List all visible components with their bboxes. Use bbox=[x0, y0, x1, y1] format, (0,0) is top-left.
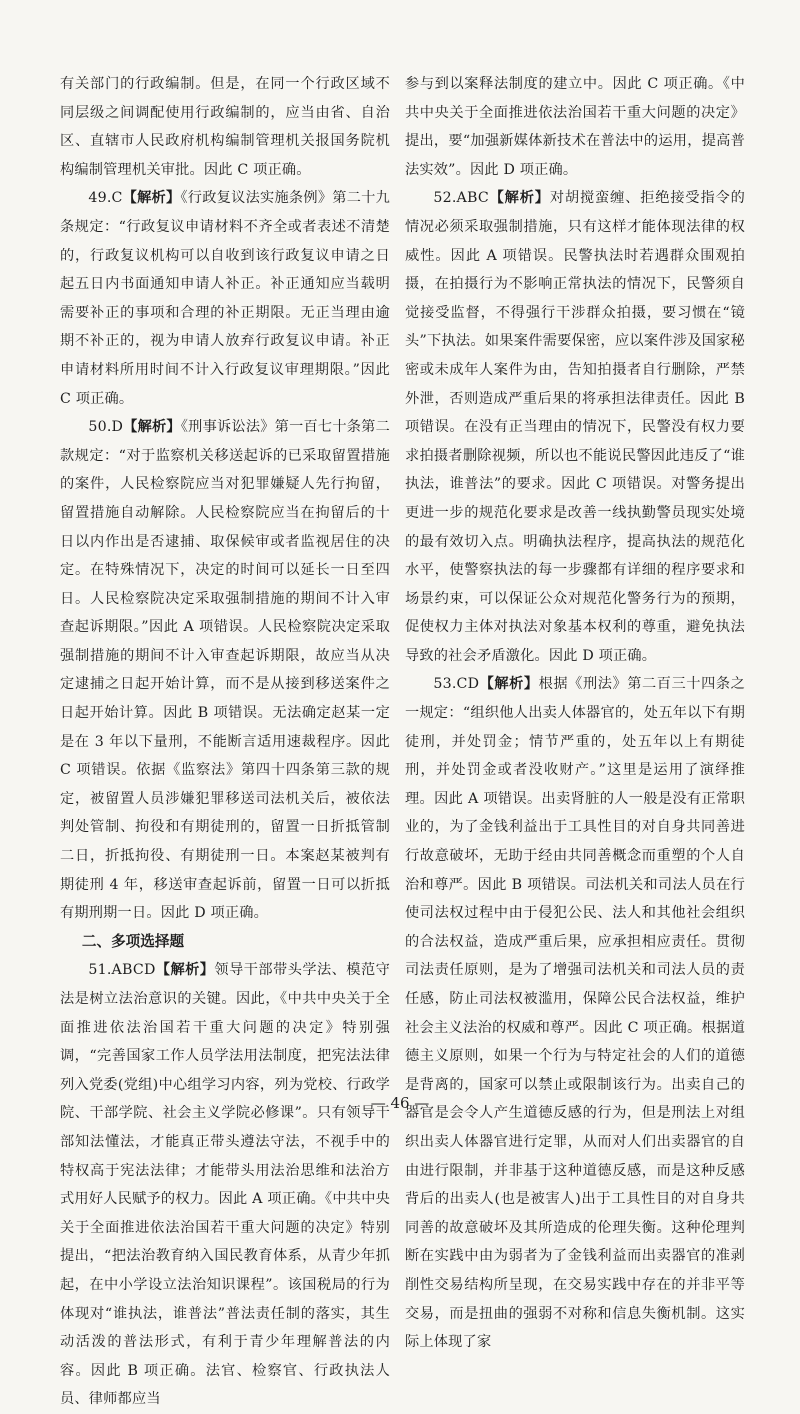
answer-52 bbox=[405, 184, 745, 670]
section-heading: 二、多项选择题 bbox=[81, 932, 185, 950]
analysis-tag: 【解析】 bbox=[479, 676, 539, 693]
right-column bbox=[405, 70, 745, 1357]
answer-number: 49.C bbox=[88, 190, 123, 207]
answer-text: 对胡搅蛮缠、拒绝接受指令的情况必须采取强制措施，只有这样才能体现法律的权威性。因此 A 项错误。民警执法时若遇群众围观拍摄，在拍摄行为不影响正常执法的情况下，民警须自觉接受监督，不得强行干涉群众拍摄，要习惯在“镜头”下执法。如果案件需要保密，应以案件涉及国家秘密或未成年人案件为由，告知拍摄者自行删除，严禁外泄，否则造成严重后果的将承担法律责任。因此 B 项错误。在没有正当理由的情况下，民警没有权力要求拍摄者删除视频，所以也不能说民警因此违反了“谁执法，谁普法”的要求。因此 C 项错误。对警务提出更进一步的规范化要求是改善一线执勤警员现实处境的最有效切入点。明确执法程序，提高执法的规范化水平，使警察执法的每一步骤都有详细的程序要求和场景约束，可以保证公众对规范化警务行为的预期，促使权力主体对执法对象基本权利的尊重，避免执法导致的社会矛盾激化。因此 D 项正确。 bbox=[405, 190, 745, 664]
analysis-tag: 【解析】 bbox=[155, 962, 215, 979]
left-column bbox=[60, 70, 390, 1414]
analysis-tag: 【解析】 bbox=[123, 419, 181, 436]
answer-number: 52.ABC bbox=[433, 190, 489, 207]
answer-49 bbox=[60, 184, 390, 413]
answer-text: 《刑事诉讼法》第一百七十条第二款规定：“对于监察机关移送起诉的已采取留置措施的案件，人民检察院应当对犯罪嫌疑人先行拘留，留置措施自动解除。人民检察院应当在拘留后的十日以内作出是否逮捕、取保候审或者监视居住的决定。在特殊情况下，决定的时间可以延长一日至四日。人民检察院决定采取强制措施的期间不计入审查起诉期限。”因此 A 项错误。人民检察院决定采取强制措施的期间不计入审查起诉期限，故应当从决定逮捕之日起开始计算，而不是从接到移送案件之日起开始计算。因此 B 项错误。无法确定赵某一定是在 3 年以下量刑，不能断言适用速裁程序。因此 C 项错误。依据《监察法》第四十四条第三款的规定，被留置人员涉嫌犯罪移送司法机关后，被依法判处管制、拘役和有期徒刑的，留置一日折抵管制二日，折抵拘役、有期徒刑一日。本案赵某被判有期徒刑 4 年，移送审查起诉前，留置一日可以折抵有期刑期一日。因此 D 项正确。 bbox=[60, 419, 390, 922]
paragraph-continued: 参与到以案释法制度的建立中。因此 C 项正确。《中共中央关于全面推进依法治国若干重大问题的决定》提出，要“加强新媒体新技术在普法中的运用，提高普法实效”。因此 D 项正确。 bbox=[405, 76, 745, 178]
paragraph-continued: 有关部门的行政编制。但是，在同一个行政区域不同层级之间调配使用行政编制的，应当由省、自治区、直辖市人民政府机构编制管理机关报国务院机构编制管理机关审批。因此 C 项正确。 bbox=[60, 76, 390, 178]
answer-text: 领导干部带头学法、模范守法是树立法治意识的关键。因此，《中共中央关于全面推进依法治国若干重大问题的决定》特别强调，“完善国家工作人员学法用法制度，把宪法法律列入党委(党组)中心组学习内容，列为党校、行政学院、干部学院、社会主义学院必修课”。只有领导干部知法懂法，才能真正带头遵法守法，不视手中的特权高于宪法法律；才能带头用法治思维和法治方式用好人民赋予的权力。因此 A 项正确。《中共中央关于全面推进依法治国若干重大问题的决定》特别提出，“把法治教育纳入国民教育体系，从青少年抓起，在中小学设立法治知识课程”。该国税局的行为体现对“谁执法，谁普法”普法责任制的落实，其生动活泼的普法形式，有利于青少年理解普法的内容。因此 B 项正确。法官、检察官、行政执法人员、律师都应当 bbox=[60, 962, 390, 1408]
analysis-tag: 【解析】 bbox=[122, 190, 181, 207]
analysis-tag: 【解析】 bbox=[488, 190, 550, 207]
answer-number: 50.D bbox=[88, 419, 124, 436]
page-number: — 46 — bbox=[370, 1094, 430, 1112]
answer-number: 51.ABCD bbox=[88, 962, 156, 979]
answer-text: 《行政复议法实施条例》第二十九条规定：“行政复议申请材料不齐全或者表述不清楚的，行政复议机构可以自收到该行政复议申请之日起五日内书面通知申请人补正。补正通知应当载明需要补正的事项和合理的补正期限。无正当理由逾期不补正的，视为申请人放弃行政复议申请。补正申请材料所用时间不计入行政复议审理期限。”因此 C 项正确。 bbox=[60, 190, 390, 407]
answer-53 bbox=[405, 670, 745, 1356]
answer-number: 53.CD bbox=[433, 676, 480, 693]
answer-text: 根据《刑法》第二百三十四条之一规定：“组织他人出卖人体器官的，处五年以下有期徒刑，并处罚金；情节严重的，处五年以上有期徒刑，并处罚金或者没收财产。”这里是运用了演绎推理。因此 A 项错误。出卖肾脏的人一般是没有正常职业的，为了金钱利益出于工具性目的对自身共同善进行故意破坏，无助于经由共同善概念而重塑的个人自治和尊严。因此 B 项错误。司法机关和司法人员在行使司法权过程中由于侵犯公民、法人和其他社会组织的合法权益，造成严重后果，应承担相应责任。贯彻司法责任原则，是为了增强司法机关和司法人员的责任感，防止司法权被滥用，保障公民合法权益，维护社会主义法治的权威和尊严。因此 C 项正确。根据道德主义原则，如果一个行为与特定社会的人们的道德是背离的，国家可以禁止或限制该行为。出卖自己的器官是会令人产生道德反感的行为，但是刑法上对组织出卖人体器官进行定罪，从而对人们出卖器官的自由进行限制，并非基于这种道德反感，而是这种反感背后的出卖人(也是被害人)出于工具性目的对自身共同善的故意破坏及其所造成的伦理失衡。这种伦理判断在实践中由为弱者为了金钱利益而出卖器官的准剥削性交易结构所呈现，在交易实践中存在的并非平等交易，而是扭曲的强弱不对称和信息失衡机制。这实际上体现了家 bbox=[405, 676, 745, 1351]
answer-51 bbox=[60, 956, 390, 1414]
answer-50 bbox=[60, 413, 390, 928]
